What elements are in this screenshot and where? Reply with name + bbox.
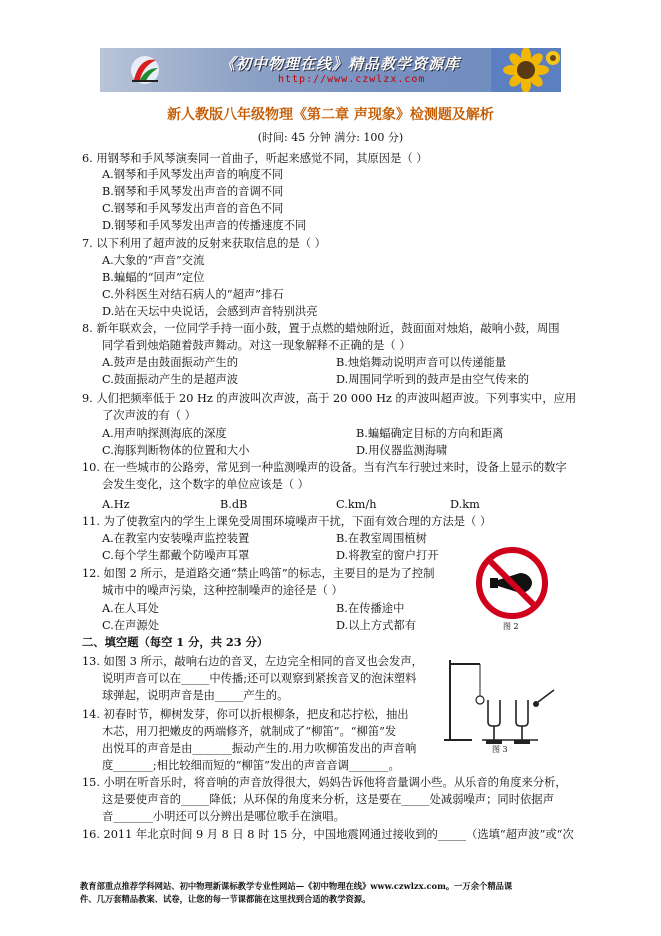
question-line: 出悦耳的声音是由_______振动产生的.用力吹柳笛发出的声音响 [102, 742, 417, 755]
option-line: A.在人耳处 [102, 602, 159, 615]
question-line: 会发生变化，这个数字的单位应该是（ ） [102, 478, 309, 491]
logo-icon [128, 54, 162, 86]
option-line: B.蝙蝠的“回声”定位 [102, 271, 205, 284]
question-line: 11. 为了使教室内的学生上课免受周围环境噪声干扰，下面有效合理的方法是（ ） [82, 515, 492, 528]
question-line: 13. 如图 3 所示，敲响右边的音叉，左边完全相同的音叉也会发声， [82, 655, 423, 668]
banner-url: http://www.czwlzx.com [278, 74, 426, 85]
option-line: B.dB [220, 498, 248, 511]
question-line: 同学看到烛焰随着鼓声舞动。对这一现象解释不正确的是（ ） [102, 339, 411, 352]
question-line: 16. 2011 年北京时间 9 月 8 日 8 时 15 分，中国地震网通过接收到的_____（选填“超声波”或“次 [82, 828, 574, 841]
figure-3-caption: 图 3 [492, 745, 508, 754]
header-banner [100, 48, 561, 92]
option-line: A.Hz [102, 498, 130, 511]
footer-line: 教育部重点推荐学科网站、初中物理新课标教学专业性网站—《初中物理在线》www.czwlzx.com。一万余个精品课 [80, 881, 513, 891]
footer-line: 件、几万套精品教案、试卷，让您的每一节课都能在这里找到合适的教学资源。 [80, 894, 371, 904]
option-line: A.用声呐探测海底的深度 [102, 427, 227, 440]
tuning-fork-diagram [442, 656, 560, 748]
section-heading: 二、填空题（每空 1 分，共 23 分） [82, 635, 269, 649]
option-line: A.在教室内安装噪声监控装置 [102, 532, 250, 545]
question-line: 城市中的噪声污染，这种控制噪声的途径是（ ） [102, 584, 343, 597]
question-line: 说明声音可以在_____中传播;还可以观察到紧挨音叉的泡沫塑料 [102, 672, 417, 685]
question-line: 7. 以下利用了超声波的反射来获取信息的是（ ） [82, 237, 326, 250]
question-line: 音_______小明还可以分辨出是哪位歌手在演唱。 [102, 810, 345, 823]
question-line: 这是要使声音的_____降低；从环保的角度来分析，这是要在_____处减弱噪声；同时依据声 [102, 793, 554, 806]
option-line: D.以上方式都有 [336, 619, 417, 632]
question-line: 8. 新年联欢会，一位同学手持一面小鼓，置于点燃的蜡烛附近，鼓面面对烛焰，敲响小鼓，周围 [82, 322, 560, 335]
question-line: 12. 如图 2 所示，是道路交通“禁止鸣笛”的标志，主要目的是为了控制 [82, 567, 435, 580]
option-line: C.鼓面振动产生的是超声波 [102, 373, 239, 386]
option-line: B.烛焰舞动说明声音可以传递能量 [336, 356, 507, 369]
option-line: A.鼓声是由鼓面振动产生的 [102, 356, 239, 369]
option-line: D.km [450, 498, 480, 511]
question-line: 了次声波的有（ ） [102, 409, 196, 422]
figure-2-caption: 图 2 [503, 622, 519, 631]
option-line: D.周围同学听到的鼓声是由空气传来的 [336, 373, 529, 386]
sunflower-icon [491, 48, 561, 92]
option-line: C.在声源处 [102, 619, 160, 632]
option-line: A.大象的“声音”交流 [102, 254, 205, 267]
option-line: A.钢琴和手风琴发出声音的响度不同 [102, 168, 284, 181]
question-line: 10. 在一些城市的公路旁，常见到一种监测噪声的设备。当有汽车行驶过来时，设备上显示的数字 [82, 461, 567, 474]
question-line: 木芯，用刀把嫩皮的两端修齐，就制成了“柳笛”。“柳笛”发 [102, 725, 397, 738]
option-line: D.钢琴和手风琴发出声音的传播速度不同 [102, 219, 307, 232]
question-line: 度_______;相比较细而短的“柳笛”发出的声音音调_______。 [102, 759, 400, 772]
option-line: B.蝙蝠确定目标的方向和距离 [356, 427, 504, 440]
option-line: C.钢琴和手风琴发出声音的音色不同 [102, 202, 284, 215]
option-line: D.将教室的窗户打开 [336, 549, 439, 562]
question-line: 14. 初春时节，柳树发芽，你可以折根柳条，把皮和芯拧松，抽出 [82, 708, 409, 721]
option-line: C.km/h [336, 498, 377, 511]
page-title: 新人教版八年级物理《第二章 声现象》检测题及解析 [167, 107, 494, 123]
option-line: C.海豚判断物体的位置和大小 [102, 444, 250, 457]
question-line: 球弹起，说明声音是由_____产生的。 [102, 689, 289, 702]
option-line: B.钢琴和手风琴发出声音的音调不同 [102, 185, 284, 198]
question-line: 9. 人们把频率低于 20 Hz 的声波叫次声波，高于 20 000 Hz 的声波叫超声波。下列事实中，应用 [82, 392, 577, 405]
option-line: D.用仪器监测海啸 [356, 444, 448, 457]
question-line: 6. 用钢琴和手风琴演奏同一首曲子，听起来感觉不同，其原因是（ ） [82, 152, 428, 165]
option-line: C.外科医生对结石病人的“超声”排石 [102, 288, 284, 301]
footer-note [80, 880, 620, 906]
option-line: D.站在天坛中央说话，会感到声音特别洪亮 [102, 305, 318, 318]
question-line: 15. 小明在听音乐时，将音响的声音放得很大，妈妈告诉他将音量调小些。从乐音的角度来分析， [82, 776, 567, 789]
option-line: B.在传播途中 [336, 602, 405, 615]
option-line: C.每个学生都戴个防噪声耳罩 [102, 549, 250, 562]
no-honking-sign-icon [476, 547, 548, 619]
option-line: B.在教室周围植树 [336, 532, 427, 545]
exam-time-score: (时间: 45 分钟 满分: 100 分) [257, 131, 404, 144]
banner-title: 《初中物理在线》精品教学资源库 [220, 55, 461, 73]
